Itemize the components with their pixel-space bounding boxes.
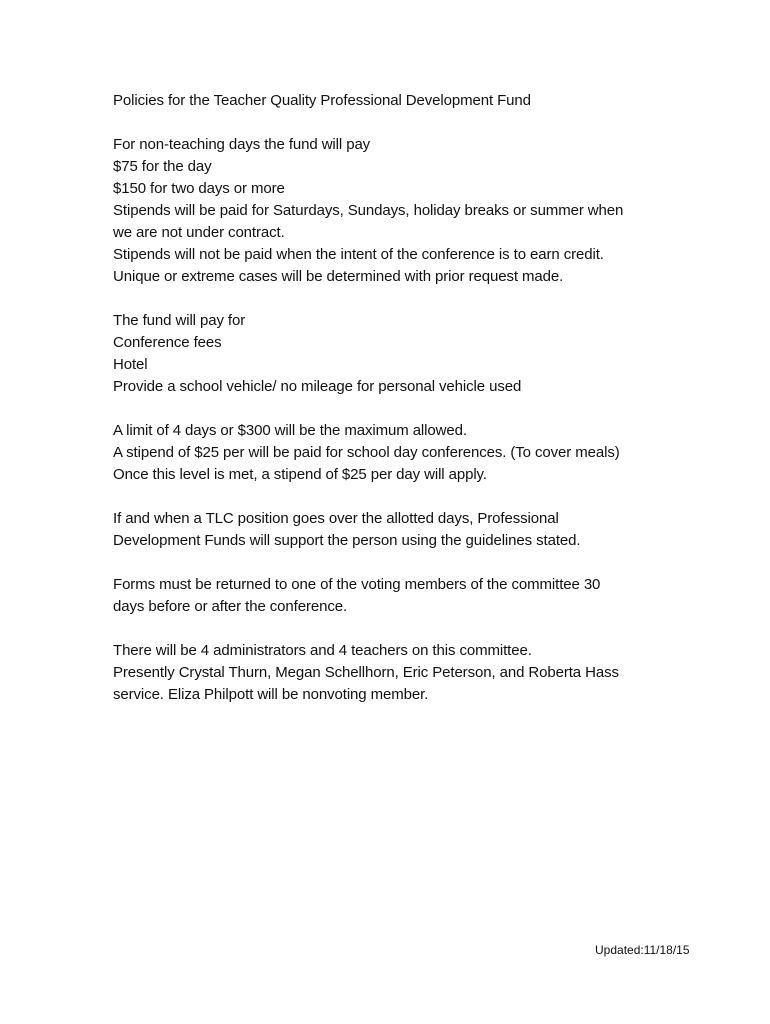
text-line: we are not under contract. <box>113 224 285 241</box>
paragraph-non-teaching-days <box>113 134 713 288</box>
document-body <box>113 90 713 728</box>
text-line: There will be 4 administrators and 4 teachers on this committee. <box>113 642 532 659</box>
text-line: A limit of 4 days or $300 will be the maximum allowed. <box>113 422 467 439</box>
text-line: A stipend of $25 per will be paid for school day conferences. (To cover meals) <box>113 444 620 461</box>
text-line: Conference fees <box>113 334 222 351</box>
text-line: days before or after the conference. <box>113 598 348 615</box>
text-line: Once this level is met, a stipend of $25 per day will apply. <box>113 466 487 483</box>
text-line: If and when a TLC position goes over the allotted days, Professional <box>113 510 559 527</box>
text-line: $150 for two days or more <box>113 180 285 197</box>
paragraph-limits <box>113 420 713 486</box>
text-line: Presently Crystal Thurn, Megan Schellhorn, Eric Peterson, and Roberta Hass <box>113 664 619 681</box>
text-line: Unique or extreme cases will be determined with prior request made. <box>113 268 564 285</box>
text-line: $75 for the day <box>113 158 212 175</box>
text-line: Stipends will not be paid when the intent of the conference is to earn credit. <box>113 246 604 263</box>
text-line: Development Funds will support the person using the guidelines stated. <box>113 532 581 549</box>
updated-date: Updated:11/18/15 <box>595 943 690 957</box>
paragraph-committee <box>113 640 713 706</box>
text-line: Stipends will be paid for Saturdays, Sundays, holiday breaks or summer when <box>113 202 624 219</box>
text-line: For non-teaching days the fund will pay <box>113 136 371 153</box>
document-title: Policies for the Teacher Quality Professional Development Fund <box>113 92 531 109</box>
text-line: Provide a school vehicle/ no mileage for personal vehicle used <box>113 378 522 395</box>
text-line: Forms must be returned to one of the voting members of the committee 30 <box>113 576 601 593</box>
paragraph-fund-will-pay-for <box>113 310 713 398</box>
text-line: service. Eliza Philpott will be nonvoting member. <box>113 686 429 703</box>
paragraph-forms <box>113 574 713 618</box>
text-line: Hotel <box>113 356 148 373</box>
paragraph-tlc-position <box>113 508 713 552</box>
text-line: The fund will pay for <box>113 312 246 329</box>
